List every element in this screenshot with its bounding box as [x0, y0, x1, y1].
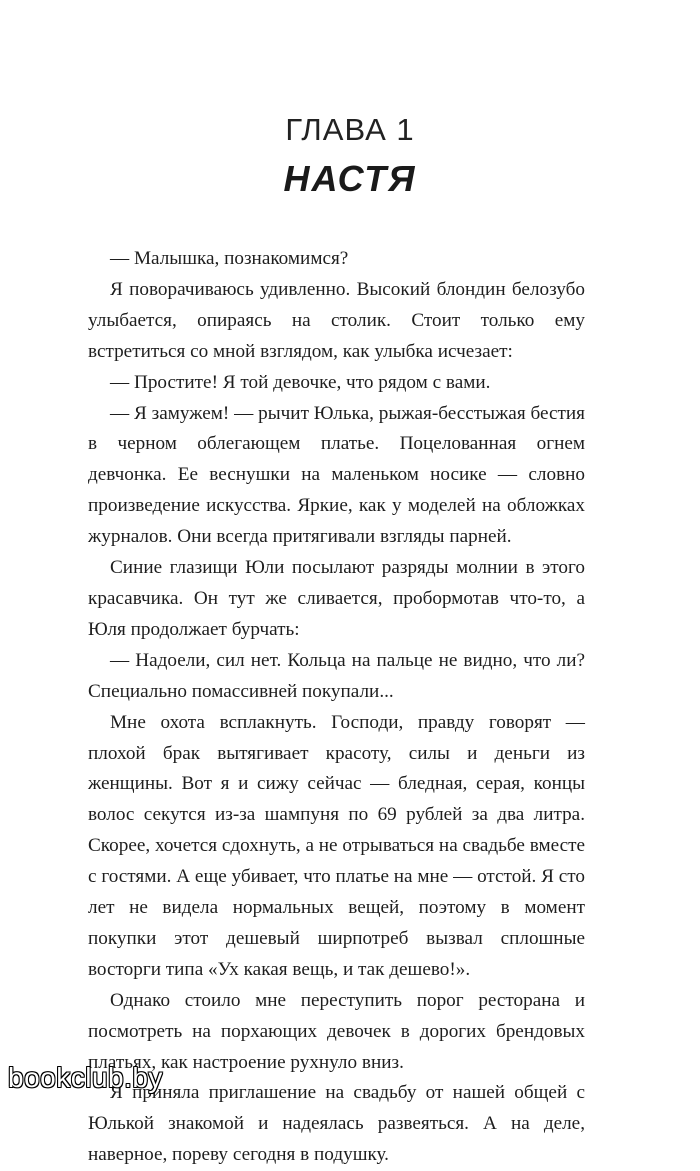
paragraph: — Я замужем! — рычит Юлька, рыжая-бесстыжая бестия в черном облегающем платье. Поцелованная огнем девчонка. Ее веснушки на маленьком носике — словно произведение искусства. Яркие, как у моделей на обложках журналов. Они всегда притягивали взгляды парней. — [88, 402, 585, 548]
paragraph: Однако стоило мне переступить порог ресторана и посмотреть на порхающих девочек в дорогих брендовых платьях, как настроение рухнуло вниз. — [88, 989, 585, 1073]
body-text — [88, 244, 585, 1171]
paragraph: Я приняла приглашение на свадьбу от нашей общей с Юлькой знакомой и надеялась развеяться. А на деле, наверное, пореву сегодня в подушку. — [88, 1082, 585, 1166]
site-watermark: bookclub.by — [8, 1062, 163, 1093]
paragraph: Мне охота всплакнуть. Господи, правду говорят — плохой брак вытягивает красоту, силы и деньги из женщины. Вот я и сижу сейчас — бледная, серая, концы волос секутся из-за шампуня по 69 рублей за два литра. Скорее, хочется сдохнуть, а не отрываться на свадьбе вместе с гостями. А еще убивает, что платье на мне — отстой. Я сто лет не видела нормальных вещей, поэтому в момент покупки этот дешевый ширпотреб вызвал сплошные восторги типа «Ух какая вещь, и так дешево!». — [88, 711, 585, 980]
paragraph: — Малышка, познакомимся? — [110, 248, 349, 269]
paragraph: — Простите! Я той девочке, что рядом с вами. — [110, 371, 491, 393]
paragraph: Я поворачиваюсь удивленно. Высокий блондин белозубо улыбается, опираясь на столик. Стоит только ему встретиться со мной взглядом, как улыбка исчезает: — [88, 278, 585, 362]
chapter-number: ГЛАВА 1 — [285, 112, 415, 147]
paragraph: Синие глазищи Юли посылают разряды молнии в этого красавчика. Он тут же сливается, пробормотав что-то, а Юля продолжает бурчать: — [88, 557, 585, 640]
chapter-title: НАСТЯ — [283, 158, 417, 199]
paragraph: — Надоели, сил нет. Кольца на пальце не видно, что ли? Специально помассивней покупали... — [88, 649, 585, 702]
